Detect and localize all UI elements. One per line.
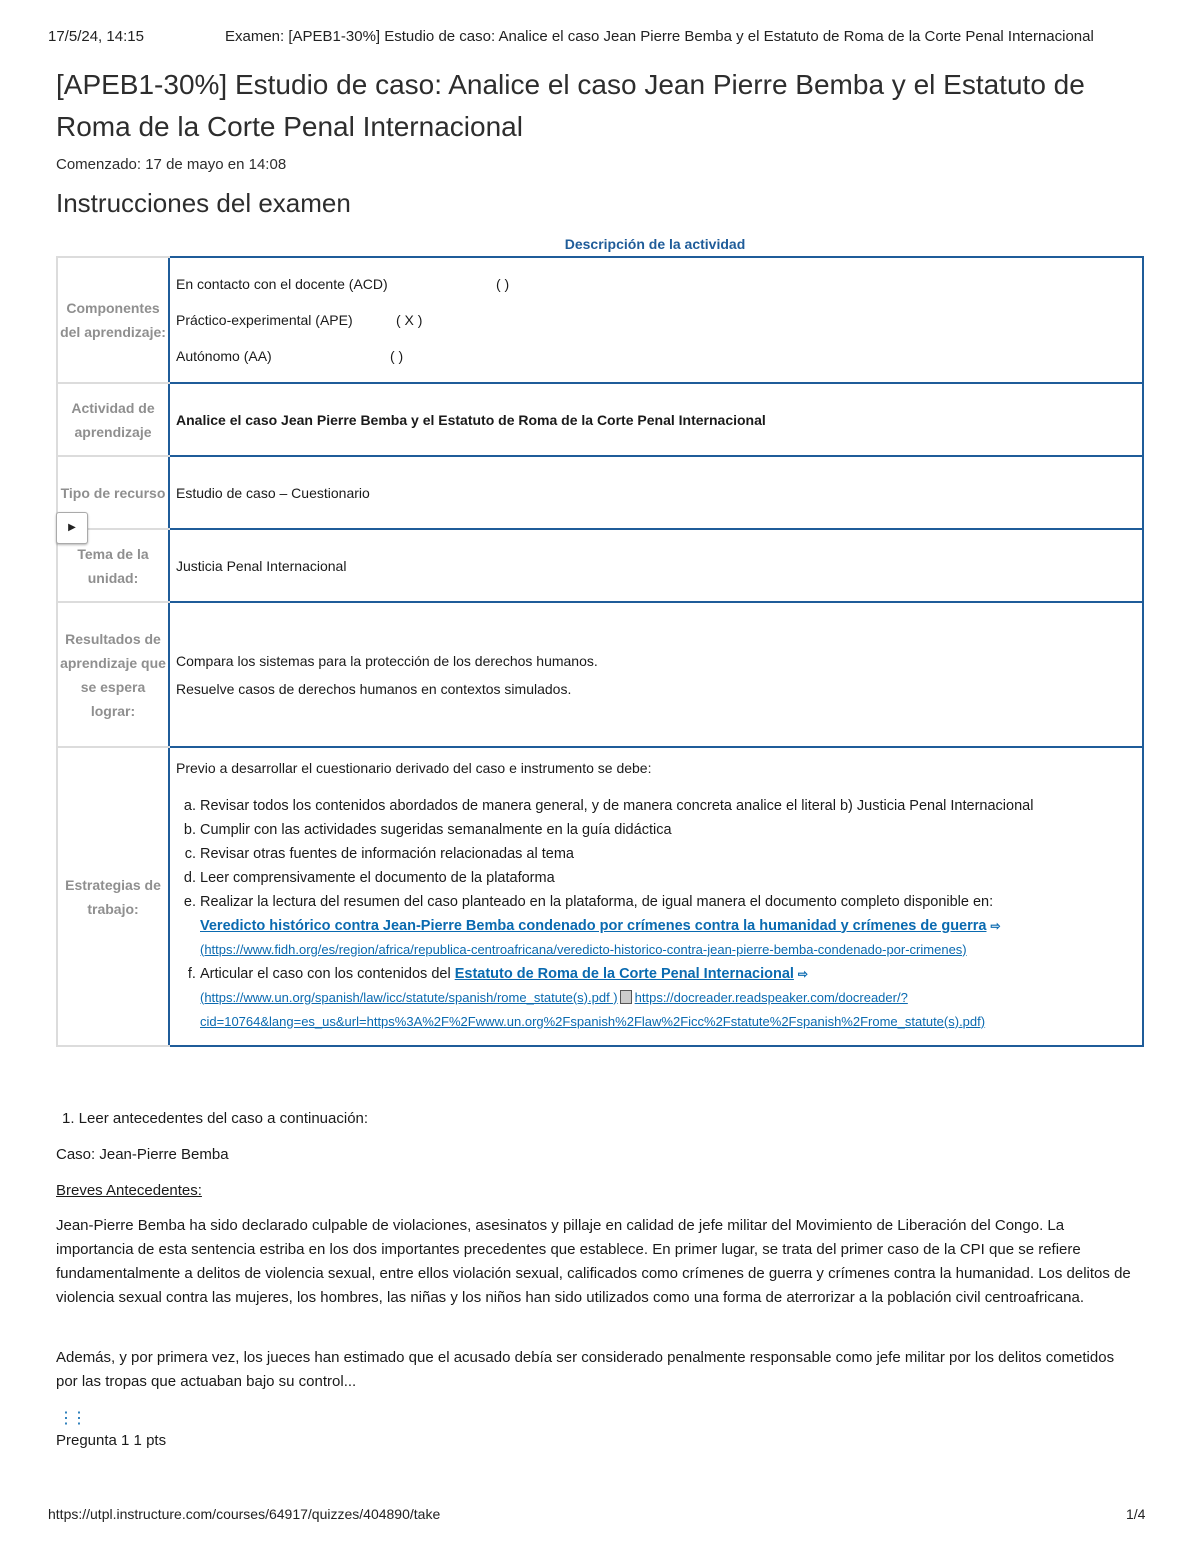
strategy-item xyxy=(200,962,1136,1034)
question-label: Pregunta 1 1 pts xyxy=(56,1432,167,1449)
brief-heading: Breves Antecedentes: xyxy=(56,1182,202,1199)
page-title: [APEB1-30%] Estudio de caso: Analice el caso Jean Pierre Bemba y el Estatuto de Roma de la Corte Penal Internacional xyxy=(56,69,1085,142)
strategy-item: c. Revisar otras fuentes de información relacionadas al tema xyxy=(200,842,1136,866)
table-row-activity xyxy=(57,383,1143,456)
activity-description-table xyxy=(56,256,1144,1047)
instructions-heading: Instrucciones del examen xyxy=(56,188,351,218)
topic-label: Tema de la unidad: xyxy=(57,529,169,602)
strategies-cell xyxy=(169,747,1143,1046)
results-cell xyxy=(169,602,1143,747)
table-row-resource xyxy=(57,456,1143,529)
verdict-link[interactable]: Veredicto histórico contra Jean-Pierre Bemba condenado por crímenes contra la humanidad y crímenes de guerra xyxy=(200,917,987,934)
table-row-results xyxy=(57,602,1143,747)
print-date: 17/5/24, 14:15 xyxy=(48,28,144,45)
strategy-e-text: Realizar la lectura del resumen del caso planteado en la plataforma, de igual manera el documento completo disponible en: xyxy=(200,893,994,910)
paragraph-1: Jean-Pierre Bemba ha sido declarado culpable de violaciones, asesinatos y pillaje en calidad de jefe militar del Movimiento de Liberación del Congo. La importancia de esta sentencia estriba en los dos importantes precedentes que establece. En primer lugar, se trata del primer caso de la CPI que se refiere fundamentalmente a delitos de violencia sexual, entre ellos violación sexual, calificados como crímenes de guerra y crímenes contra la humanidad. Los delitos de violencia sexual contra las mujeres, los hombres, las niñas y los niños han sido utilizados como una forma de aterrorizar a la población civil centroafricana. xyxy=(56,1217,1131,1306)
topic-value: Justicia Penal Internacional xyxy=(169,529,1143,602)
results-label: Resultados de aprendizaje que se espera lograr: xyxy=(57,602,169,747)
result-item: Resuelve casos de derechos humanos en contextos simulados. xyxy=(176,680,572,697)
document-icon xyxy=(620,990,632,1004)
drag-handle-icon[interactable]: ⋮⋮ xyxy=(58,1410,84,1427)
strategy-item: b. Cumplir con las actividades sugeridas semanalmente en la guía didáctica xyxy=(200,818,1136,842)
rome-statute-link[interactable]: Estatuto de Roma de la Corte Penal Internacional xyxy=(454,965,794,982)
component-label: En contacto con el docente (ACD) xyxy=(176,276,388,292)
component-mark: ( ) xyxy=(496,276,510,292)
resource-label: Tipo de recurso xyxy=(57,456,169,529)
component-label: Práctico-experimental (APE) xyxy=(176,312,353,328)
case-name: Caso: Jean-Pierre Bemba xyxy=(56,1146,229,1163)
footer-page-number: 1/4 xyxy=(1126,1506,1146,1522)
rome-statute-pdf-link[interactable]: (https://www.un.org/spanish/law/icc/statute/spanish/rome_statute(s).pdf ) xyxy=(200,989,618,1005)
component-mark: ( X ) xyxy=(396,312,423,328)
paragraph-2: Además, y por primera vez, los jueces han estimado que el acusado debía ser considerado penalmente responsable como jefe militar por los delitos cometidos por las tropas que actuaban bajo su control... xyxy=(56,1349,1115,1390)
activity-value: Analice el caso Jean Pierre Bemba y el Estatuto de Roma de la Corte Penal Internacional xyxy=(169,383,1143,456)
component-aa xyxy=(176,338,1136,374)
table-row-components xyxy=(57,257,1143,383)
component-ape xyxy=(176,302,1136,338)
result-item: Compara los sistemas para la protección de los derechos humanos. xyxy=(176,652,598,669)
strategies-label: Estrategias de trabajo: xyxy=(57,747,169,1046)
docreader-link-cont[interactable]: cid=10764&lang=es_us&url=https%3A%2F%2Fwww.un.org%2Fspanish%2Flaw%2Ficc%2Fstatute%2Fspanish%2Frome_statute(s).pdf) xyxy=(200,1013,986,1029)
strategy-item: d. Leer comprensivamente el documento de la plataforma xyxy=(200,866,1136,890)
component-acd xyxy=(176,266,1136,302)
started-timestamp: Comenzado: 17 de mayo en 14:08 xyxy=(56,156,287,173)
strategies-intro: Previo a desarrollar el cuestionario derivado del caso e instrumento se debe: xyxy=(176,759,652,776)
external-link-icon: ⇨ xyxy=(797,966,808,981)
resource-value: Estudio de caso – Cuestionario xyxy=(169,456,1143,529)
components-label: Componentes del aprendizaje: xyxy=(57,257,169,383)
table-row-topic xyxy=(57,529,1143,602)
component-mark: ( ) xyxy=(390,348,404,364)
item-1: 1. Leer antecedentes del caso a continuación: xyxy=(62,1110,369,1127)
external-link-icon: ⇨ xyxy=(990,918,1001,933)
table-row-strategies xyxy=(57,747,1143,1046)
verdict-url-link[interactable]: (https://www.fidh.org/es/region/africa/republica-centroafricana/veredicto-historico-contra-jean-pierre-bemba-condenado-por-crimenes) xyxy=(200,941,967,957)
component-label: Autónomo (AA) xyxy=(176,348,272,364)
print-title: Examen: [APEB1-30%] Estudio de caso: Analice el caso Jean Pierre Bemba y el Estatuto de Roma de la Corte Penal Internacional xyxy=(225,28,1094,45)
play-triangle-icon[interactable]: ▶ xyxy=(56,512,88,544)
strategies-list xyxy=(176,794,1136,1034)
strategy-f-text: Articular el caso con los contenidos del xyxy=(200,965,451,982)
strategy-item: a. Revisar todos los contenidos abordados de manera general, y de manera concreta analice el literal b) Justicia Penal Internacional xyxy=(200,794,1136,818)
footer-url: https://utpl.instructure.com/courses/64917/quizzes/404890/take xyxy=(48,1506,441,1522)
components-cell xyxy=(169,257,1143,383)
activity-label: Actividad de aprendizaje xyxy=(57,383,169,456)
table-caption: Descripción de la actividad xyxy=(564,236,746,252)
strategy-item xyxy=(200,890,1136,962)
docreader-link[interactable]: https://docreader.readspeaker.com/docreader/? xyxy=(634,989,908,1005)
